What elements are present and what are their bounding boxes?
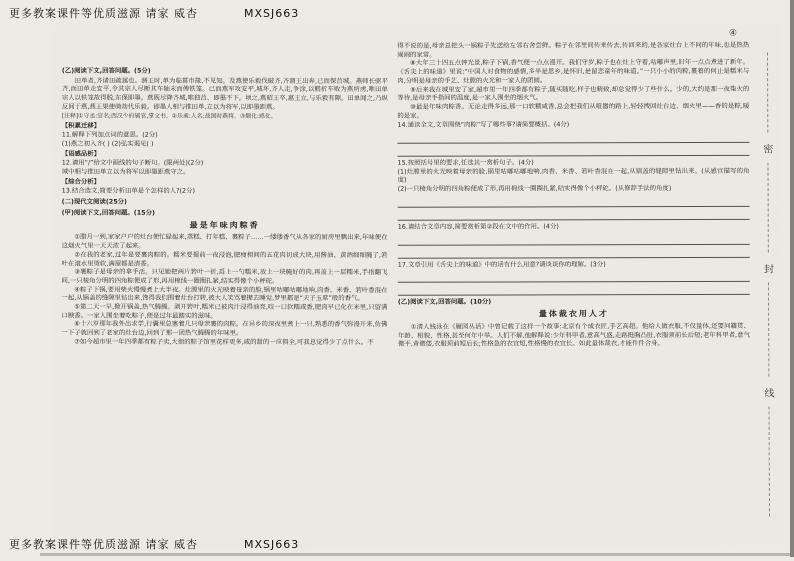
question-text: 11.解释下列加点词的意思。(2分) <box>61 130 158 139</box>
paragraph-text: ②在我的老家,过年是要裹肉粽的。糯米要提前一夜浸泡,肥瘦相间的五花肉切成大块,用酱油、黄酒细细腌了,箬叶在滚水里烫软,满屋都是清香。 <box>61 250 388 268</box>
answer-line <box>398 231 750 245</box>
answer-lines <box>398 231 750 258</box>
watermark-code: MXSJ663 <box>244 7 300 20</box>
paragraph-text: (1)灶膛里的火光映着母亲的脸,锅里咕嘟咕嘟地响,肉香、米香、箬叶香混在一起,从锅盖的缝隙里钻出来。(从感官描写的角度) <box>397 166 750 185</box>
paragraph-text: 城中相与推田单立以为将军以即墨距燕守之。 <box>61 167 190 176</box>
label-tag: 【积累迁移】 <box>61 121 101 130</box>
right-column-text <box>397 41 750 349</box>
paragraph-text: 田单者,齐诸田疏属也。湣王时,单为临菑市掾,不见知。及燕使乐毅伐破齐,齐湣王出奔,已而保莒城。燕师长驱平齐,而田单走安平,令其宗人尽断其车轴末而傅铁笼。已而燕军攻安平,城坏,齐人走,争涂,以轊折车败为燕所虏,唯田单宗人以铁笼故得脱,东保即墨。燕既尽降齐城,唯独莒、即墨不下。顷之,燕昭王卒,惠王立,与乐毅有隙。田单闻之,乃纵反间于燕,燕王果使骑劫代乐毅。即墨人相与推田单,立以为将军,以即墨距燕。 <box>61 76 388 111</box>
seal-char-xian: 线 <box>764 388 775 400</box>
section-heading: (甲)阅读下文,回答问题。(15分) <box>61 208 155 217</box>
answer-line <box>398 207 750 221</box>
answer-lines <box>398 194 750 221</box>
paragraph-text: (2)一只棱角分明的四角粽便成了形,再用棉线一圈圈扎紧,结实得像个小秤砣。(从修辞手法的角度) <box>397 184 672 193</box>
section-heading: (乙)阅读下文,回答问题。(5分) <box>61 66 151 75</box>
answer-line <box>398 282 750 296</box>
answer-line <box>397 130 749 144</box>
watermark-footer <box>9 536 299 552</box>
paragraph-text: 得不说的是,母亲总把头一锅粽子先送给左邻右舍尝鲜。粽子在邻里间传来传去,传回来的,是各家灶台上不同的年味,也是热热闹闹的家常。 <box>397 40 750 59</box>
seal-dash-segment <box>769 406 771 516</box>
paragraph-text: (1)燕之初入齐( ) (2)弘实谒见( ) <box>61 139 154 148</box>
paragraph-text: ⑨后来我在城里安了家,超市里一年四季都有粽子,随买随吃,样子也精致,却总觉得少了些什么。少的,大约是那一夜柴火的等待,是母亲手指间的温度,是一家人围坐的烟火气。 <box>397 84 750 102</box>
answer-line <box>398 194 750 208</box>
question-text: 14.通读全文,文章围绕“肉粽”写了哪些事?请简要概括。(4分) <box>397 120 570 130</box>
label-tag: 【语感品析】 <box>61 149 101 158</box>
paragraph-text: ⑦如今超市里一年四季都有粽子卖,大街的粽子馆里花样更多,咸的甜的一应俱全,可我总觉得少了点什么。不 <box>74 337 374 346</box>
essay-title: 最是年味肉粽香 <box>189 220 260 230</box>
question-text: 17.文章引用《舌尖上的味道》中的话有什么用意?请谈谈你的理解。(3分) <box>397 259 606 269</box>
seal-dash-segment <box>768 282 770 376</box>
question-text: 16.请结合文章内容,简要赏析第②段在文中的作用。(4分) <box>397 222 559 231</box>
note-text: [注释]①守丞:官名;西汉少府属官,掌文书。②乐乘:人名;战国时燕将。③燬化:感化。 <box>61 113 277 120</box>
seal-char-mi: 密 <box>763 144 774 156</box>
seal-dash-segment <box>767 162 769 252</box>
corner-page-mark: ④ <box>728 28 737 39</box>
essay-title: 量体裁衣用人才 <box>538 309 609 319</box>
paragraph-text: ⑧大年三十四五点钟光景,粽子下锅,香气便一点点漫开。我们守岁,粽子也在灶上守着,咕嘟声里,旧年一点点煮进了新年。《舌尖上的味道》里说:“中国人对食物的感情,多半是思乡,是怀旧,是留恋童年的味道。”一只小小的肉粽,裹着的何止是糯米与肉,分明是母亲的手艺、灶膛的火光和一家人的团圆。 <box>397 58 750 85</box>
paragraph-text: ③裹粽子是母亲的拿手活。只见她把两片箬叶一折,舀上一勺糯米,放上一块腌好的肉,再盖上一层糯米,手指翻飞间,一只棱角分明的四角粽便成了形,再用棉线一圈圈扎紧,结实得像个小秤砣。 <box>61 267 388 285</box>
left-column-text <box>61 65 387 347</box>
paragraph-text: ①腊月一到,家家户户的灶台便忙碌起来,蒸糕、打年糕、裹粽子……一缕缕香气从各家的厨房里飘出来,年味便在这烟火气里一天天浓了起来。 <box>61 233 388 250</box>
watermark-code: MXSJ663 <box>244 538 300 551</box>
question-text: 13.结合选文,简要分析田单是个怎样的人?(2分) <box>61 187 195 196</box>
binding-seal-line <box>761 22 777 546</box>
paragraph-text: ⑥十六岁那年我外出求学,行囊里总塞着几只母亲裹的肉粽。在异乡的深夜里煮上一只,熟悉的香气弥漫开来,仿佛一下子就回到了老家的灶台边,回到了那一团热气腾腾的年味里。 <box>61 320 388 338</box>
scan-edge-shadow-right <box>790 0 794 557</box>
scanned-exam-paper <box>51 22 783 549</box>
answer-line <box>397 143 749 157</box>
seal-char-feng: 封 <box>763 264 774 276</box>
watermark-promo-text: 更多教案课件等优质滋源 请家 威杏 <box>9 7 198 20</box>
paragraph-text: ①清人钱泳在《履园丛话》中曾记载了这样一个故事:北京有个成衣匠,手艺高超。他给人做衣服,不仅量体,还要问籍贯、年龄、相貌、性格,甚至何年中举。人们不解,他解释说:少年科甲者,意高气盛,走路挺胸凸肚,衣服须前长后短;老年科甲者,意气微平,背微偻,衣服须前短后长;性格急的衣宜短,性格慢的衣宜长。如此量体裁衣,才能件件合身。 <box>397 321 750 349</box>
section-heading: (二)现代文阅读(25分) <box>61 197 127 206</box>
watermark-header <box>9 5 299 21</box>
question-text: 12.请用“/”给文中画线的句子断句。(限两处)(2分) <box>61 158 204 168</box>
paragraph-text: ④粽子下锅,要用柴火慢慢煮上大半夜。灶膛里的火光映着母亲的脸,锅里咕嘟咕嘟地响,肉香、米香、箬叶香混在一起,从锅盖的缝隙里钻出来,馋得我们围着灶台打转,被大人笑骂着撵去睡觉,梦里都是“天子玉席”般的香气。 <box>61 285 388 303</box>
answer-line <box>398 244 750 258</box>
watermark-promo-text: 更多教案课件等优质滋源 请家 威杏 <box>9 538 198 551</box>
answer-lines <box>398 269 750 296</box>
section-heading: (乙)阅读下文,回答问题。(10分) <box>397 297 492 307</box>
label-tag: 【综合分析】 <box>61 177 101 186</box>
answer-lines <box>397 130 749 157</box>
paragraph-text: ⑩最是年味肉粽香。无论走得多远,那一口软糯咸香,总会把我们从喧嚣的路上,轻轻拽回灶台边、烟火里——香的是粽,暖的是家。 <box>397 101 750 120</box>
seal-dash-segment <box>767 52 769 132</box>
answer-line <box>398 269 750 283</box>
scan-edge-shadow-bottom <box>40 553 792 556</box>
paragraph-text: ⑤第二天一早,掀开锅盖,热气腾腾。剥开箬叶,糯米已被肉汁浸得油亮,咬一口软糯咸香,肥肉早已化在米里,只留满口腴香。一家人围坐着吃粽子,便是过年最踏实的滋味。 <box>61 302 388 320</box>
question-text: 15.按照括号里的要求,任选其一赏析句子。(4分) <box>397 158 534 167</box>
